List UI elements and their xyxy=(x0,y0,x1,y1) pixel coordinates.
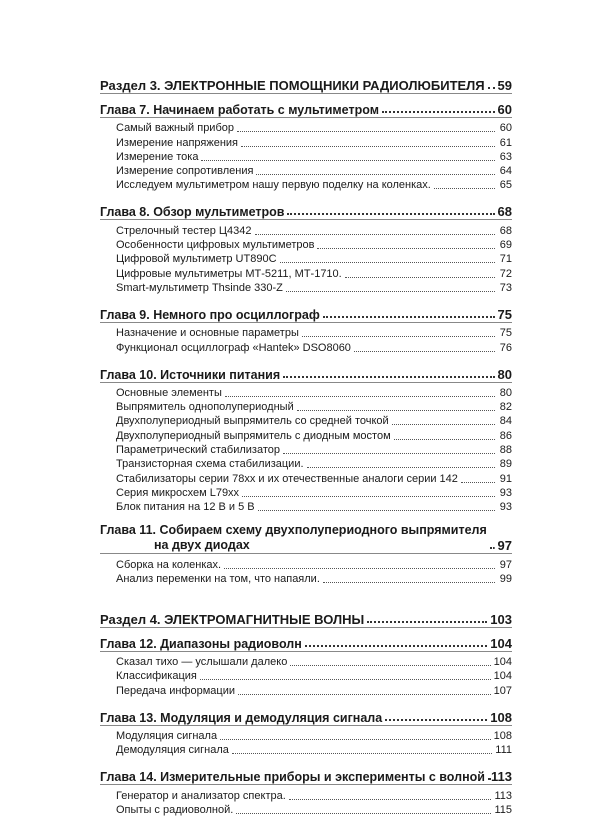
chapter-heading[interactable] xyxy=(100,764,512,784)
toc-item[interactable] xyxy=(100,457,512,471)
dot-leader xyxy=(232,752,492,754)
item-title: Функционал осциллограф «Hantek» DSO8060 xyxy=(116,341,351,355)
toc-item[interactable] xyxy=(100,557,512,571)
toc-item[interactable] xyxy=(100,238,512,252)
divider xyxy=(100,553,512,554)
page-number: 104 xyxy=(494,655,512,669)
toc-item[interactable] xyxy=(100,223,512,237)
page-number: 60 xyxy=(498,103,512,117)
dot-leader xyxy=(367,620,487,623)
item-title: Двухполупериодный выпрямитель со средней точкой xyxy=(116,414,389,428)
page-number: 65 xyxy=(498,178,512,192)
item-title: Измерение тока xyxy=(116,150,198,164)
page-number: 113 xyxy=(494,789,512,803)
item-title: Классификация xyxy=(116,669,197,683)
page-number: 97 xyxy=(498,539,512,553)
item-title: Передача информации xyxy=(116,684,235,698)
dot-leader xyxy=(392,423,495,425)
chapter-title: Глава 12. Диапазоны радиоволн xyxy=(100,637,302,651)
chapter-heading[interactable] xyxy=(100,97,512,117)
divider xyxy=(100,219,512,220)
toc-item[interactable] xyxy=(100,683,512,697)
item-title: Блок питания на 12 В и 5 В xyxy=(116,500,255,514)
toc-item[interactable] xyxy=(100,471,512,485)
page-number: 68 xyxy=(498,224,512,238)
toc-item[interactable] xyxy=(100,743,512,757)
section-spacer xyxy=(100,593,512,607)
page-number: 84 xyxy=(498,414,512,428)
toc-item[interactable] xyxy=(100,281,512,295)
item-title: Выпрямитель однополупериодный xyxy=(116,400,294,414)
item-title: Демодуляция сигнала xyxy=(116,743,229,757)
dot-leader xyxy=(290,664,490,666)
divider xyxy=(100,725,512,726)
page-number: 68 xyxy=(498,205,512,219)
item-title: Стрелочный тестер Ц4342 xyxy=(116,224,252,238)
toc-item[interactable] xyxy=(100,266,512,280)
item-title: Серия микросхем L79хх xyxy=(116,486,239,500)
dot-leader xyxy=(434,187,495,189)
page-number: 89 xyxy=(498,457,512,471)
item-title: Особенности цифровых мультиметров xyxy=(116,238,314,252)
page-number: 93 xyxy=(498,500,512,514)
divider xyxy=(100,784,512,785)
chapter-heading[interactable] xyxy=(100,302,512,322)
toc-item[interactable] xyxy=(100,572,512,586)
page-number: 71 xyxy=(498,252,512,266)
page-number: 108 xyxy=(490,711,512,725)
item-title: Исследуем мультиметром нашу первую поделку на коленках. xyxy=(116,178,431,192)
toc-item[interactable] xyxy=(100,669,512,683)
dot-leader xyxy=(255,233,495,235)
page-number: 59 xyxy=(498,79,512,93)
chapter-block xyxy=(100,302,512,355)
dot-leader xyxy=(297,409,495,411)
dot-leader xyxy=(289,798,492,800)
toc-item[interactable] xyxy=(100,386,512,400)
dot-leader xyxy=(302,335,495,337)
page-number: 104 xyxy=(490,637,512,651)
dot-leader xyxy=(283,375,494,378)
dot-leader xyxy=(394,438,495,440)
dot-leader xyxy=(201,159,495,161)
page-number: 80 xyxy=(498,386,512,400)
toc-item[interactable] xyxy=(100,788,512,802)
chapter-title: Глава 7. Начинаем работать с мультиметром xyxy=(100,103,379,117)
page-number: 64 xyxy=(498,164,512,178)
toc-item[interactable] xyxy=(100,135,512,149)
section-title: Раздел 4. ЭЛЕКТРОМАГНИТНЫЕ ВОЛНЫ xyxy=(100,613,364,627)
item-title: Самый важный прибор xyxy=(116,121,234,135)
toc-item[interactable] xyxy=(100,150,512,164)
chapter-title xyxy=(100,523,487,553)
toc-item[interactable] xyxy=(100,428,512,442)
page-number: 91 xyxy=(498,472,512,486)
page-number: 69 xyxy=(498,238,512,252)
toc-item[interactable] xyxy=(100,729,512,743)
dot-leader xyxy=(307,466,495,468)
dot-leader xyxy=(241,145,495,147)
chapter-heading[interactable] xyxy=(100,631,512,651)
chapter-title-line: Глава 11. Собираем схему двухполупериодного выпрямителя xyxy=(100,523,487,538)
toc-item[interactable] xyxy=(100,400,512,414)
page-number: 88 xyxy=(498,443,512,457)
chapter-block xyxy=(100,705,512,758)
dot-leader xyxy=(305,644,488,647)
dot-leader xyxy=(225,395,495,397)
page-number: 97 xyxy=(498,558,512,572)
dot-leader xyxy=(283,452,495,454)
dot-leader xyxy=(354,350,495,352)
item-title: Транзисторная схема стабилизации. xyxy=(116,457,304,471)
dot-leader xyxy=(256,173,495,175)
item-title: Цифровой мультиметр UT890C xyxy=(116,252,277,266)
page-number: 82 xyxy=(498,400,512,414)
dot-leader xyxy=(345,276,495,278)
toc-item[interactable] xyxy=(100,164,512,178)
toc-item[interactable] xyxy=(100,500,512,514)
chapter-title: Глава 8. Обзор мультиметров xyxy=(100,205,284,219)
chapter-title: Глава 13. Модуляция и демодуляция сигнала xyxy=(100,711,382,725)
section-title: Раздел 3. ЭЛЕКТРОННЫЕ ПОМОЩНИКИ РАДИОЛЮБИТЕЛЯ xyxy=(100,79,485,93)
toc-item[interactable] xyxy=(100,121,512,135)
item-title: Модуляция сигнала xyxy=(116,729,217,743)
dot-leader xyxy=(237,130,495,132)
page-number: 107 xyxy=(494,684,512,698)
item-title: Smart-мультиметр Thsinde 330-Z xyxy=(116,281,283,295)
dot-leader xyxy=(382,110,495,113)
divider xyxy=(100,93,512,94)
page-number: 99 xyxy=(498,572,512,586)
dot-leader xyxy=(280,261,495,263)
chapter-block xyxy=(100,199,512,294)
page-number: 61 xyxy=(498,136,512,150)
toc-item[interactable] xyxy=(100,340,512,354)
dot-leader xyxy=(224,567,495,569)
chapter-title-line: на двух диодах xyxy=(100,538,487,553)
item-title: Стабилизаторы серии 78хх и их отечественные аналоги серии 142 xyxy=(116,472,458,486)
chapter-heading[interactable] xyxy=(100,521,512,553)
page-number: 113 xyxy=(491,770,512,784)
item-title: Сказал тихо — услышали далеко xyxy=(116,655,287,669)
divider xyxy=(100,382,512,383)
section-heading[interactable] xyxy=(100,73,512,93)
dot-leader xyxy=(488,86,495,89)
chapter-block xyxy=(100,97,512,192)
chapter-heading[interactable] xyxy=(100,362,512,382)
dot-leader xyxy=(200,678,491,680)
page-number: 60 xyxy=(498,121,512,135)
item-title: Параметрический стабилизатор xyxy=(116,443,280,457)
item-title: Цифровые мультиметры МТ-5211, МТ-1710. xyxy=(116,267,342,281)
chapter-heading[interactable] xyxy=(100,705,512,725)
page-number: 76 xyxy=(498,341,512,355)
chapter-block xyxy=(100,362,512,515)
toc-item[interactable] xyxy=(100,486,512,500)
dot-leader xyxy=(385,718,487,721)
chapter-block xyxy=(100,521,512,586)
page-number: 73 xyxy=(498,281,512,295)
page-number: 63 xyxy=(498,150,512,164)
chapter-block xyxy=(100,764,512,817)
item-title: Измерение напряжения xyxy=(116,136,238,150)
page-number: 93 xyxy=(498,486,512,500)
page-number: 115 xyxy=(494,803,512,817)
page-number: 108 xyxy=(494,729,512,743)
toc-item[interactable] xyxy=(100,252,512,266)
dot-leader xyxy=(238,693,491,695)
toc-item[interactable] xyxy=(100,326,512,340)
chapter-title: Глава 10. Источники питания xyxy=(100,368,280,382)
dot-leader xyxy=(220,738,491,740)
dot-leader xyxy=(286,290,495,292)
toc-item[interactable] xyxy=(100,178,512,192)
section-heading[interactable] xyxy=(100,607,512,627)
dot-leader xyxy=(287,212,494,215)
item-title: Основные элементы xyxy=(116,386,222,400)
chapter-title: Глава 9. Немного про осциллограф xyxy=(100,308,320,322)
dot-leader xyxy=(258,509,495,511)
toc-item[interactable] xyxy=(100,803,512,817)
chapter-title: Глава 14. Измерительные приборы и эксперименты с волной xyxy=(100,770,485,784)
divider xyxy=(100,651,512,652)
divider xyxy=(100,117,512,118)
page-number: 86 xyxy=(498,429,512,443)
item-title: Сборка на коленках. xyxy=(116,558,221,572)
page-number: 75 xyxy=(498,326,512,340)
page-number: 111 xyxy=(495,743,512,757)
dot-leader xyxy=(323,315,495,318)
dot-leader xyxy=(461,481,495,483)
page-number: 75 xyxy=(498,308,512,322)
toc-item[interactable] xyxy=(100,414,512,428)
chapter-block xyxy=(100,631,512,698)
item-title: Опыты с радиоволной. xyxy=(116,803,233,817)
page-number: 72 xyxy=(498,267,512,281)
table-of-contents xyxy=(100,73,512,824)
item-title: Назначение и основные параметры xyxy=(116,326,299,340)
page-number: 80 xyxy=(498,368,512,382)
item-title: Генератор и анализатор спектра. xyxy=(116,789,286,803)
divider xyxy=(100,627,512,628)
dot-leader xyxy=(323,581,495,583)
item-title: Измерение сопротивления xyxy=(116,164,253,178)
dot-leader xyxy=(236,812,491,814)
toc-item[interactable] xyxy=(100,655,512,669)
page-number: 103 xyxy=(490,613,512,627)
item-title: Двухполупериодный выпрямитель с диодным мостом xyxy=(116,429,391,443)
dot-leader xyxy=(490,546,495,549)
dot-leader xyxy=(317,247,495,249)
item-title: Анализ переменки на том, что напаяли. xyxy=(116,572,320,586)
divider xyxy=(100,322,512,323)
page-number: 104 xyxy=(494,669,512,683)
toc-item[interactable] xyxy=(100,443,512,457)
dot-leader xyxy=(242,495,495,497)
chapter-heading[interactable] xyxy=(100,199,512,219)
